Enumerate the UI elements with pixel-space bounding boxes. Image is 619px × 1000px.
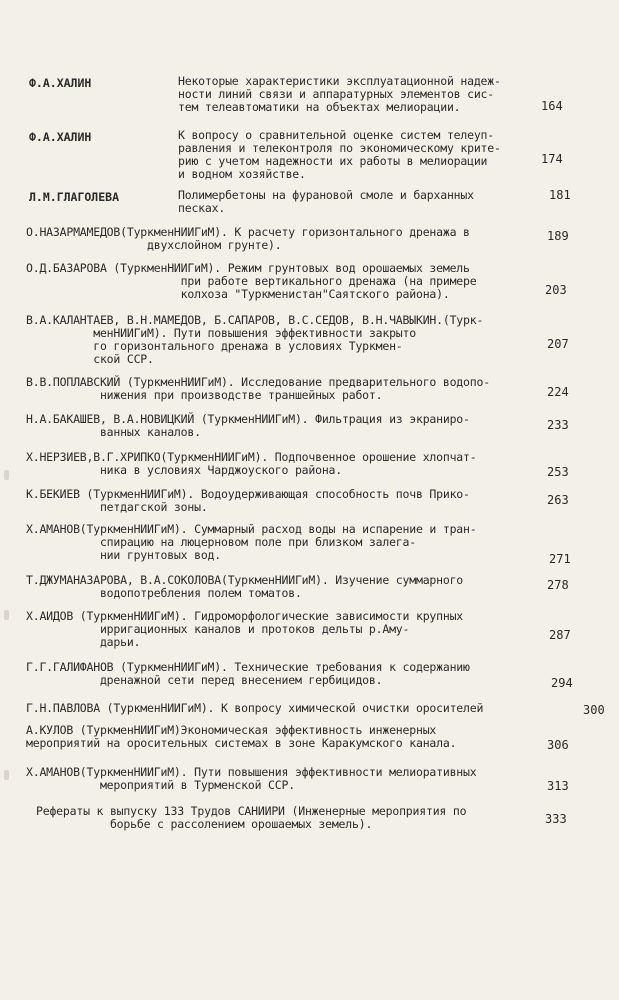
page-number: 181 bbox=[549, 188, 571, 202]
entry-text bbox=[26, 376, 490, 402]
entry-text bbox=[26, 451, 476, 477]
title-line: тем телеавтоматики на объектах мелиорации. bbox=[178, 100, 461, 114]
title-line: песках. bbox=[178, 201, 226, 215]
title-line: Полимербетоны на фурановой смоле и барханных bbox=[178, 188, 474, 202]
binding-hole bbox=[4, 610, 9, 620]
title-line: Некоторые характеристики эксплуатационной надеж- bbox=[178, 74, 501, 88]
entry-text bbox=[26, 702, 483, 715]
entry-title bbox=[178, 129, 501, 181]
entry-line: го горизонтального дренажа в условиях Туркмен- bbox=[26, 339, 403, 353]
entry-line: К.БЕКИЕВ (ТуркменНИИГиМ). Водоудерживающая способность почв Прико- bbox=[26, 487, 470, 501]
page-number: 263 bbox=[547, 493, 569, 507]
entry-text bbox=[36, 805, 466, 831]
page-number: 287 bbox=[549, 628, 571, 642]
page-number: 174 bbox=[541, 152, 563, 166]
page-number: 300 bbox=[583, 703, 605, 717]
page-number: 306 bbox=[547, 738, 569, 752]
entry-text bbox=[26, 226, 470, 252]
page-number: 333 bbox=[545, 812, 567, 826]
entry-text bbox=[26, 766, 476, 792]
page-number: 203 bbox=[545, 283, 567, 297]
entry-line: Х.АМАНОВ(ТуркменНИИГиМ). Суммарный расход воды на испарение и тран- bbox=[26, 522, 477, 536]
entry-line: петдагской зоны. bbox=[26, 500, 208, 514]
entry-line: водопотребления полем томатов. bbox=[26, 586, 302, 600]
page-number: 253 bbox=[547, 465, 569, 479]
entry-line: мероприятий в Турменской ССР. bbox=[26, 778, 295, 792]
page-number: 233 bbox=[547, 418, 569, 432]
title-line: рию с учетом надежности их работы в мелиорации bbox=[178, 154, 488, 168]
page-number: 294 bbox=[551, 676, 573, 690]
entry-line: ванных каналов. bbox=[26, 425, 201, 439]
entry-author: Ф.А.ХАЛИН bbox=[29, 130, 92, 144]
entry-text bbox=[26, 661, 470, 687]
entry-line: мероприятий на оросительных системах в зоне Каракумского канала. bbox=[26, 736, 457, 750]
entry-line: О.Д.БАЗАРОВА (ТуркменНИИГиМ). Режим грунтовых вод орошаемых земель bbox=[26, 261, 470, 275]
title-line: равления и телеконтроля по экономическому крите- bbox=[178, 141, 501, 155]
entry-line: спирацию на люцерновом поле при близком залега- bbox=[26, 535, 416, 549]
page-number: 164 bbox=[541, 99, 563, 113]
entry-line: Х.АИДОВ (ТуркменНИИГиМ). Гидроморфологические зависимости крупных bbox=[26, 609, 464, 623]
entry-line: Г.Н.ПАВЛОВА (ТуркменНИИГиМ). К вопросу химической очистки оросителей bbox=[26, 701, 484, 715]
entry-line: Х.АМАНОВ(ТуркменНИИГиМ). Пути повышения эффективности мелиоративных bbox=[26, 765, 477, 779]
entry-line: ника в условиях Чарджоуского района. bbox=[26, 463, 343, 477]
entry-text bbox=[26, 574, 463, 600]
page-number: 278 bbox=[547, 578, 569, 592]
entry-line: Рефераты к выпуску 133 Трудов САНИИРИ (Инженерные мероприятия по bbox=[36, 804, 467, 818]
entry-line: двухслойном грунте). bbox=[26, 238, 282, 252]
binding-holes bbox=[4, 470, 12, 800]
entry-line: А.КУЛОВ (ТуркменНИИГиМ)Экономическая эффективность инженерных bbox=[26, 723, 437, 737]
binding-hole bbox=[4, 770, 9, 780]
page-number: 313 bbox=[547, 779, 569, 793]
page-number: 271 bbox=[549, 552, 571, 566]
entry-line: ской ССР. bbox=[26, 352, 154, 366]
entry-text bbox=[26, 523, 476, 562]
entry-line: нижения при производстве траншейных работ. bbox=[26, 388, 383, 402]
page-number: 224 bbox=[547, 385, 569, 399]
entry-line: колхоза "Туркменистан"Саятского района). bbox=[26, 287, 450, 301]
binding-hole bbox=[4, 470, 9, 480]
page-number: 207 bbox=[547, 337, 569, 351]
entry-line: Г.Г.ГАЛИФАНОВ (ТуркменНИИГиМ). Технические требования к содержанию bbox=[26, 660, 470, 674]
page-number: 189 bbox=[547, 229, 569, 243]
entry-line: Т.ДЖУМАНАЗАРОВА, В.А.СОКОЛОВА(ТуркменНИИГиМ). Изучение суммарного bbox=[26, 573, 464, 587]
title-line: ности линий связи и аппаратурных элементов сис- bbox=[178, 87, 495, 101]
entry-line: Н.А.БАКАШЕВ, В.А.НОВИЦКИЙ (ТуркменНИИГиМ). Фильтрация из экраниро- bbox=[26, 412, 470, 426]
entry-text bbox=[26, 724, 456, 750]
entry-line: борьбе с рассолением орошаемых земель). bbox=[36, 817, 373, 831]
entry-title bbox=[178, 189, 474, 215]
title-line: К вопросу о сравнительной оценке систем телеуп- bbox=[178, 128, 495, 142]
title-line: и водном хозяйстве. bbox=[178, 167, 306, 181]
entry-author: Ф.А.ХАЛИН bbox=[29, 76, 92, 90]
entry-line: при работе вертикального дренажа (на примере bbox=[26, 274, 477, 288]
entry-line: менНИИГиМ). Пути повышения эффективности закрыто bbox=[26, 326, 416, 340]
entry-line: дарьи. bbox=[26, 635, 141, 649]
entry-text bbox=[26, 262, 476, 301]
entry-line: нии грунтовых вод. bbox=[26, 548, 221, 562]
entry-text bbox=[26, 413, 470, 439]
entry-line: В.А.КАЛАНТАЕВ, В.Н.МАМЕДОВ, Б.САПАРОВ, В.С.СЕДОВ, В.Н.ЧАВЫКИН.(Турк- bbox=[26, 313, 484, 327]
entry-line: дренажной сети перед внесением гербицидов. bbox=[26, 673, 383, 687]
entry-title bbox=[178, 75, 501, 114]
entry-line: Х.НЕРЗИЕВ,В.Г.ХРИПКО(ТуркменНИИГиМ). Подпочвенное орошение хлопчат- bbox=[26, 450, 477, 464]
entry-author: Л.М.ГЛАГОЛЕВА bbox=[29, 190, 120, 204]
entry-line: О.НАЗАРМАМЕДОВ(ТуркменНИИГиМ). К расчету горизонтального дренажа в bbox=[26, 225, 470, 239]
entry-line: В.В.ПОПЛАВСКИЙ (ТуркменНИИГиМ). Исследование предварительного водопо- bbox=[26, 375, 490, 389]
entry-line: ирригационных каналов и протоков дельты р.Аму- bbox=[26, 622, 410, 636]
entry-text bbox=[26, 488, 470, 514]
entry-text bbox=[26, 610, 463, 649]
entry-text bbox=[26, 314, 483, 366]
